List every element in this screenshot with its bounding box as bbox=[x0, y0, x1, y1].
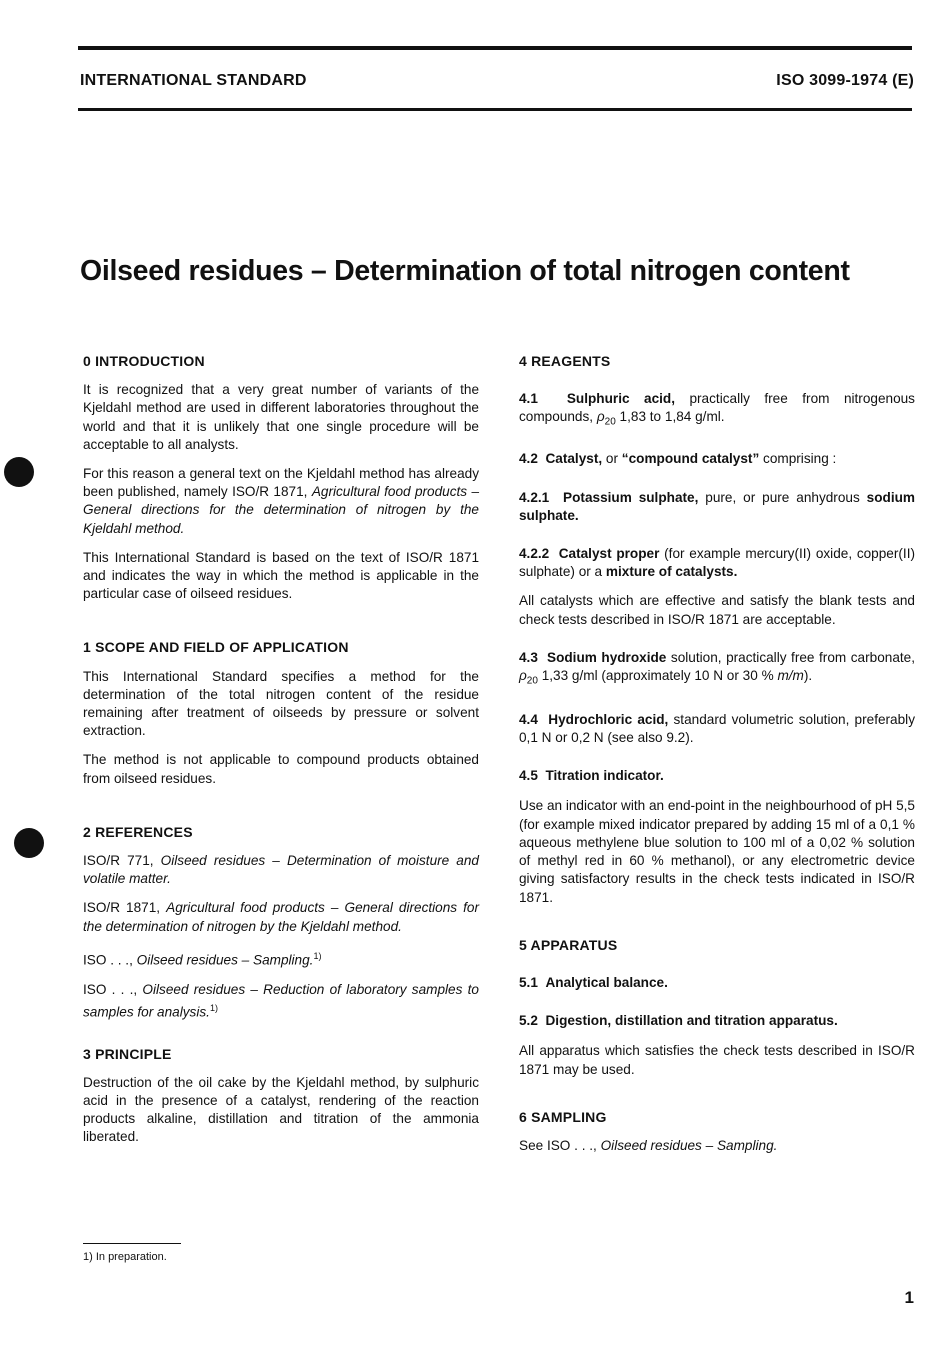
reference-item: ISO/R 771, Oilseed residues – Determination of moisture and volatile matter. bbox=[83, 853, 479, 887]
paragraph: Destruction of the oil cake by the Kjeldahl method, by sulphuric acid in the presence of a catalyst, rendering of the reaction products alkaline, distillation and titration of the ammonia liberated. bbox=[83, 1074, 479, 1145]
section-heading-principle: 3 PRINCIPLE bbox=[83, 1045, 172, 1062]
document-title: Oilseed residues – Determination of total nitrogen content bbox=[80, 255, 850, 287]
paragraph: The method is not applicable to compound products obtained from oilseed residues. bbox=[83, 752, 479, 786]
footnote-marker: 1) bbox=[313, 950, 322, 961]
page-number: 1 bbox=[904, 1288, 914, 1307]
clause-4-2-2: 4.2.2 Catalyst proper (for example mercury(II) oxide, copper(II) sulphate) or a mixture of catalysts. bbox=[519, 545, 916, 580]
footnote-rule bbox=[83, 1243, 181, 1244]
standard-number-label: ISO 3099-1974 (E) bbox=[776, 72, 914, 89]
reference-item: ISO . . ., Oilseed residues – Sampling.$^{1)}$ bbox=[83, 950, 322, 968]
reference-item: ISO . . ., Oilseed residues – Reduction of laboratory samples to samples for analysis.$^{1)}$ bbox=[83, 981, 479, 1020]
header-bottom-rule bbox=[78, 108, 912, 111]
section-heading-introduction: 0 INTRODUCTION bbox=[83, 353, 205, 369]
clause-4-2-1: 4.2.1 Potassium sulphate, pure, or pure anhydrous sodium sulphate. bbox=[519, 489, 915, 523]
paragraph: All catalysts which are effective and satisfy the blank tests and check tests described in ISO/R 1871 are acceptable. bbox=[519, 593, 915, 627]
footnote-marker: 1) bbox=[209, 1002, 218, 1013]
paragraph: For this reason a general text on the Kjeldahl method has already been published, namely ISO/R 1871, Agricultural food products – General directions for the determination of nitrogen by the Kjeldahl method. bbox=[83, 466, 480, 536]
document-type-label: INTERNATIONAL STANDARD bbox=[80, 72, 307, 89]
clause-5-2: 5.2 Digestion, distillation and titration apparatus. bbox=[519, 1013, 838, 1029]
section-heading-scope: 1 SCOPE AND FIELD OF APPLICATION bbox=[83, 639, 349, 656]
clause-4-5: 4.5 Titration indicator. bbox=[519, 768, 664, 784]
clause-4-3: 4.3 Sodium hydroxide solution, practically free from carbonate, $\rho_{20}$ 1,33 g/ml (approximately 10 N or 30 % m/m). bbox=[519, 649, 915, 687]
paragraph: This International Standard specifies a method for the determination of the total nitrogen content of the residue remaining after treatment of oilseeds by pressure or solvent extraction. bbox=[83, 668, 479, 739]
binder-hole-icon bbox=[14, 828, 44, 858]
paragraph: This International Standard is based on the text of ISO/R 1871 and indicates the way in which the method is applicable in the particular case of oilseed residues. bbox=[83, 549, 479, 602]
paragraph: It is recognized that a very great number of variants of the Kjeldahl method are used in different laboratories throughout the world and that it is unlikely that one single procedure will be acceptable to all analysts. bbox=[83, 382, 479, 452]
binder-hole-icon bbox=[4, 457, 34, 487]
footnote: 1) In preparation. bbox=[83, 1251, 167, 1263]
paragraph: Use an indicator with an end-point in the neighbourhood of pH 5,5 (for example mixed indicator prepared by adding 15 ml of a 0,1 % aqueous methylene blue solution to 100 ml of a 0,02 % solution of methyl red in 60 % methanol), or any electrometric device giving satisfactory results in the check tests indicated in ISO/R 1871. bbox=[519, 798, 915, 905]
section-heading-reagents: 4 REAGENTS bbox=[519, 353, 611, 369]
clause-4-1: 4.1 Sulphuric acid, practically free from nitrogenous compounds, $\rho_{20}$ 1,83 to 1,84 g/ml. bbox=[519, 391, 915, 429]
right-column bbox=[519, 352, 915, 1166]
header-top-rule bbox=[78, 46, 912, 50]
section-heading-references: 2 REFERENCES bbox=[83, 823, 193, 840]
section-heading-sampling: 6 SAMPLING bbox=[519, 1108, 607, 1125]
clause-5-1: 5.1 Analytical balance. bbox=[519, 974, 668, 990]
left-column bbox=[83, 352, 479, 1158]
paragraph: All apparatus which satisfies the check tests described in ISO/R 1871 may be used. bbox=[519, 1043, 915, 1077]
clause-4-4: 4.4 Hydrochloric acid, standard volumetric solution, preferably 0,1 N or 0,2 N (see also 9.2). bbox=[519, 711, 915, 746]
paragraph: See ISO . . ., Oilseed residues – Sampling. bbox=[519, 1137, 778, 1153]
clause-4-2: 4.2 Catalyst, or “compound catalyst” comprising : bbox=[519, 451, 837, 467]
reference-item: ISO/R 1871, Agricultural food products – General directions for the determination of nitrogen by the Kjeldahl method. bbox=[83, 900, 479, 934]
section-heading-apparatus: 5 APPARATUS bbox=[519, 936, 618, 953]
